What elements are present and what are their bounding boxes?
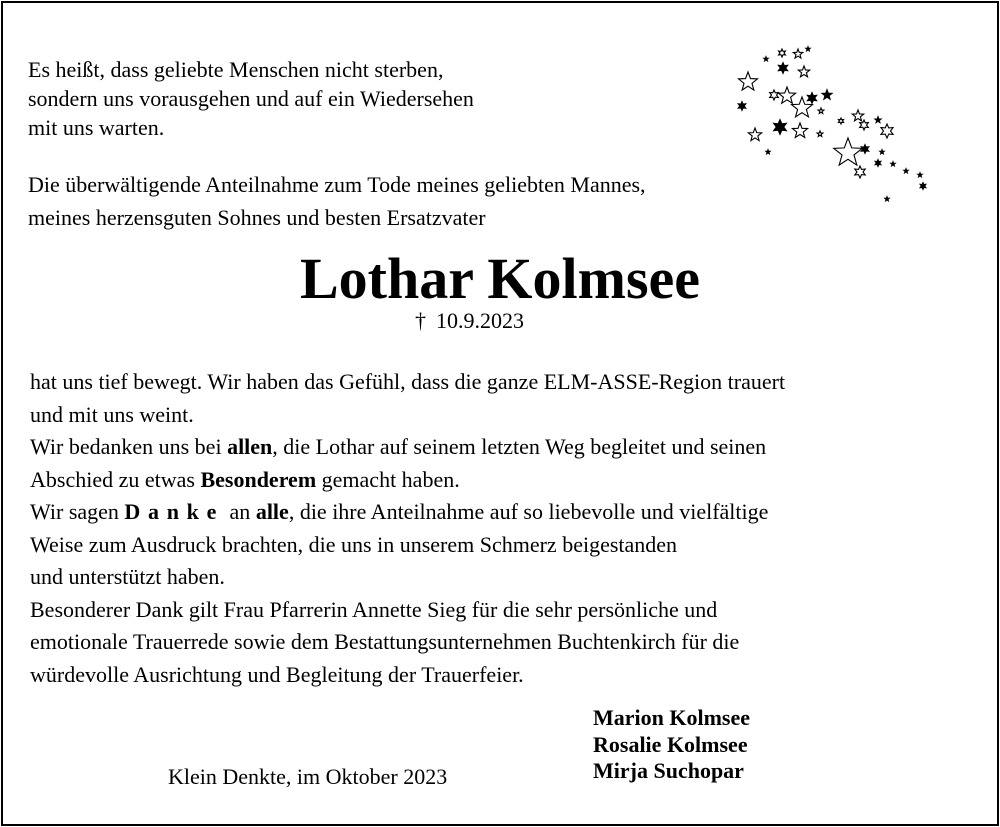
text-line: Weise zum Ausdruck brachten, die uns in unserem Schmerz beigestanden [30,531,678,557]
star-shape [817,131,823,136]
star-shape [738,101,747,111]
star-shape [890,161,896,166]
poem-verse [28,55,474,142]
text-line: Besonderer Dank gilt Frau Pfarrerin Annette Sieg für die sehr persönliche und [30,596,718,622]
star-shape [738,72,757,90]
text-line: Wir sagen Danke an alle, die ihre Anteilnahme auf so liebevolle und vielfältige [30,499,769,524]
text-line: hat uns tief bewegt. Wir haben das Gefühl, dass die ganze ELM-ASSE-Region trauert [30,369,786,394]
star-shape [763,56,769,61]
death-date-line [415,307,524,335]
poem-line: mit uns warten. [28,115,165,140]
text-line: Wir bedanken uns bei allen, die Lothar auf seinem letzten Weg begleitet und seinen [30,434,767,459]
cross-icon: † [415,308,426,333]
star-shape [805,46,811,51]
signer-name: Mirja Suchopar [593,758,744,783]
star-shape [834,138,863,165]
star-shape [875,159,882,167]
star-shape [773,119,787,135]
star-shape [881,124,893,138]
signer-name: Rosalie Kolmsee [593,731,748,757]
star-shape [818,108,824,113]
star-shape [807,92,817,104]
star-shape [798,66,809,77]
emphasis-alle: alle [255,499,289,524]
thanks-text [30,366,785,691]
star-shape [779,49,786,57]
text-line: Abschied zu etwas Besonderem gemacht haben. [30,466,460,492]
poem-line: sondern uns vorausgehen und auf ein Wiedersehen [28,86,474,111]
signers [593,705,750,785]
emphasis-danke: Danke [124,499,225,524]
star-shape [903,168,909,173]
stars-icon [730,36,940,211]
star-shape [778,62,788,74]
intro-text [28,168,646,234]
text-line: und mit uns weint. [30,401,194,427]
star-shape [879,149,885,154]
emphasis-allen: allen [227,434,273,459]
intro-line: meines herzensguten Sohnes und besten Ersatzvater [28,205,486,230]
place-date: Klein Denkte, im Oktober 2023 [168,764,448,789]
star-shape [917,172,923,177]
star-shape [874,116,882,123]
star-shape [855,166,865,178]
emphasis-besonderem: Besonderem [200,466,317,492]
star-shape [792,123,807,137]
text-line: und unterstützt haben. [30,564,225,589]
star-shape [860,120,869,130]
deceased-name: Lothar Kolmsee [299,246,701,311]
poem-line: Es heißt, dass geliebte Menschen nicht sterben, [28,57,444,82]
star-shape [748,128,761,141]
star-shape [838,118,843,124]
star-shape [770,90,779,100]
star-shape [793,49,803,58]
star-shape [778,87,795,103]
intro-line: Die überwältigende Anteilnahme zum Tode meines geliebten Mannes, [28,172,646,197]
text-line: würdevolle Ausrichtung und Begleitung der Trauerfeier. [30,661,524,687]
text-line: emotionale Trauerrede sowie dem Bestattungsunternehmen Buchtenkirch für die [30,629,740,654]
star-shape [920,182,927,190]
star-shape [852,110,863,121]
star-shape [884,196,890,201]
death-date: 10.9.2023 [436,308,524,333]
star-shape [765,149,771,154]
signer-name: Marion Kolmsee [593,705,751,730]
star-shape [821,89,832,100]
